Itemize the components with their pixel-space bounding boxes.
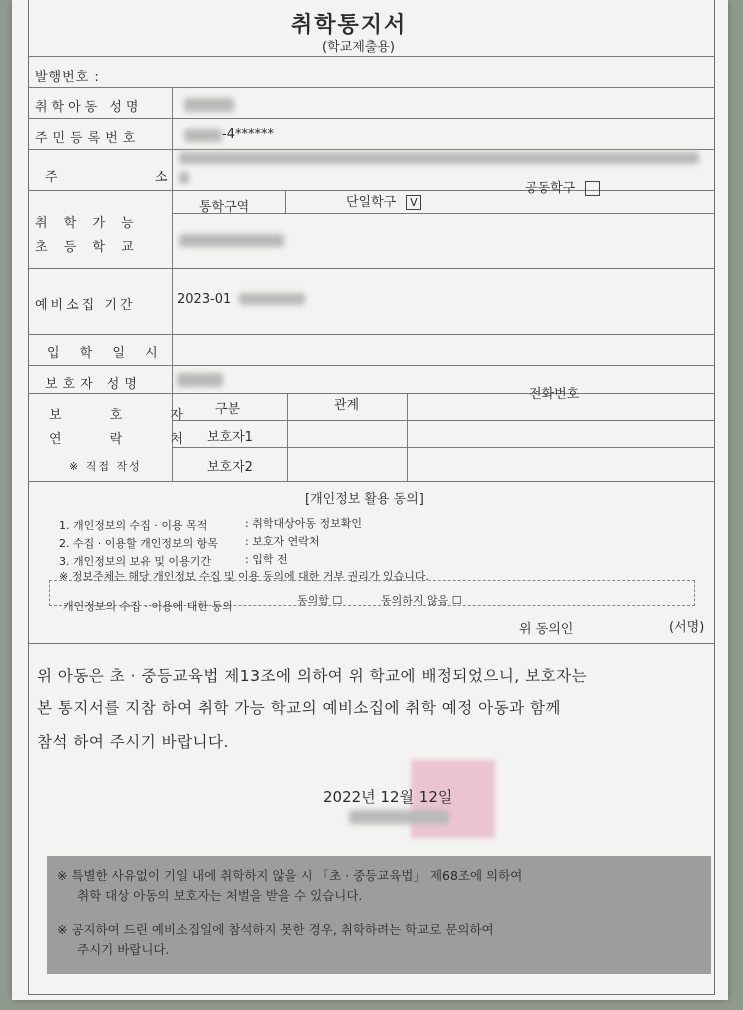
single-district-label: 단일학구	[346, 195, 397, 210]
privacy-item-1-value: : 취학대상아동 정보확인	[245, 517, 362, 530]
redacted-school-name	[179, 234, 284, 247]
joint-district-checkbox[interactable]	[585, 181, 600, 196]
school-label-1: 취 학 가 능	[35, 216, 140, 231]
presurvey-value: 2023-01	[177, 292, 232, 307]
privacy-item-2-label: 2. 수집 · 이용할 개인정보의 항목	[59, 537, 218, 550]
enrollment-form	[28, 0, 715, 995]
form-subtitle: (학교제출용)	[322, 40, 395, 55]
privacy-item-1-label: 1. 개인정보의 수집 · 이용 목적	[59, 519, 208, 532]
redacted-issuer	[349, 810, 449, 824]
privacy-note: ※ 정보주체는 해당 개인정보 수집 및 이용 동의에 대한 거부 권리가 있습니다.	[59, 570, 429, 583]
column-phone: 전화번호	[529, 387, 580, 402]
warning-1-line-1: ※ 특별한 사유없이 기일 내에 취학하지 않을 시 「초 · 중등교육법」 제68조에 의하여	[57, 868, 523, 883]
resident-number-label: 주민등록번호	[35, 131, 141, 146]
guardian-name-label: 보호자 성명	[45, 377, 142, 392]
redacted-guardian-name	[177, 373, 223, 387]
consent-no-option[interactable]: 동의하지 않음 ☐	[381, 594, 462, 607]
warning-2-line-1: ※ 공지하여 드린 예비소집일에 참석하지 못한 경우, 취학하려는 학교로 문의하여	[57, 922, 494, 937]
entrance-label: 입 학 일 시	[47, 346, 166, 361]
single-district-checkbox[interactable]: V	[406, 195, 421, 210]
issue-date: 2022년 12월 12일	[323, 788, 453, 806]
warning-1-line-2: 취학 대상 아동의 보호자는 처벌을 받을 수 있습니다.	[77, 888, 363, 903]
privacy-item-2-value: : 보호자 연락처	[245, 535, 320, 548]
school-label-2: 초 등 학 교	[35, 240, 140, 255]
redacted-address-line2	[179, 172, 189, 184]
contact-note: ※ 직접 작성	[69, 460, 142, 473]
joint-district-option[interactable]	[525, 177, 600, 196]
address-label-1: 주	[45, 170, 59, 185]
joint-district-label: 공동학구	[525, 181, 576, 196]
child-name-label: 취학아동 성명	[35, 100, 143, 115]
consenter-label: 위 동의인	[519, 622, 574, 637]
consent-yes-option[interactable]: 동의함 ☐	[297, 594, 343, 607]
guardian2-label: 보호자2	[207, 460, 253, 475]
redacted-presurvey-date	[239, 293, 305, 305]
warning-2-line-2: 주시기 바랍니다.	[77, 942, 170, 957]
district-label: 통학구역	[199, 200, 250, 215]
column-type: 구분	[215, 402, 241, 417]
redacted-address-line1	[179, 152, 699, 164]
warning-box	[47, 856, 711, 974]
redacted-child-name	[184, 98, 234, 112]
privacy-item-3-value: : 입학 전	[245, 553, 288, 566]
guardian1-label: 보호자1	[207, 430, 253, 445]
address-label-2: 소	[155, 170, 169, 185]
signature-label: (서명)	[669, 620, 705, 635]
notice-line-1: 위 아동은 초 · 중등교육법 제13조에 의하여 위 학교에 배정되었으니, 보호자는	[37, 667, 588, 685]
notice-line-2: 본 통지서를 지참 하여 취학 가능 학교의 예비소집에 취학 예정 아동과 함께	[37, 699, 561, 717]
contact-label-2: 연 락 처	[49, 432, 205, 447]
privacy-item-3-label: 3. 개인정보의 보유 및 이용기간	[59, 555, 211, 568]
issue-number-label: 발행번호 :	[35, 70, 100, 85]
presurvey-label: 예비소집 기간	[35, 298, 136, 313]
notice-line-3: 참석 하여 주시기 바랍니다.	[37, 733, 229, 751]
privacy-title: [개인정보 활용 동의]	[305, 492, 424, 507]
consent-label: 개인정보의 수집 · 이용에 대한 동의	[63, 600, 233, 613]
column-relation: 관계	[334, 398, 360, 413]
resident-number-value: -4******	[222, 127, 274, 142]
redacted-resident-prefix	[184, 129, 222, 142]
form-title: 취학통지서	[291, 13, 408, 38]
contact-label-1: 보 호 자	[49, 408, 205, 423]
single-district-option[interactable]	[346, 191, 421, 210]
notice-paper	[12, 0, 728, 1000]
